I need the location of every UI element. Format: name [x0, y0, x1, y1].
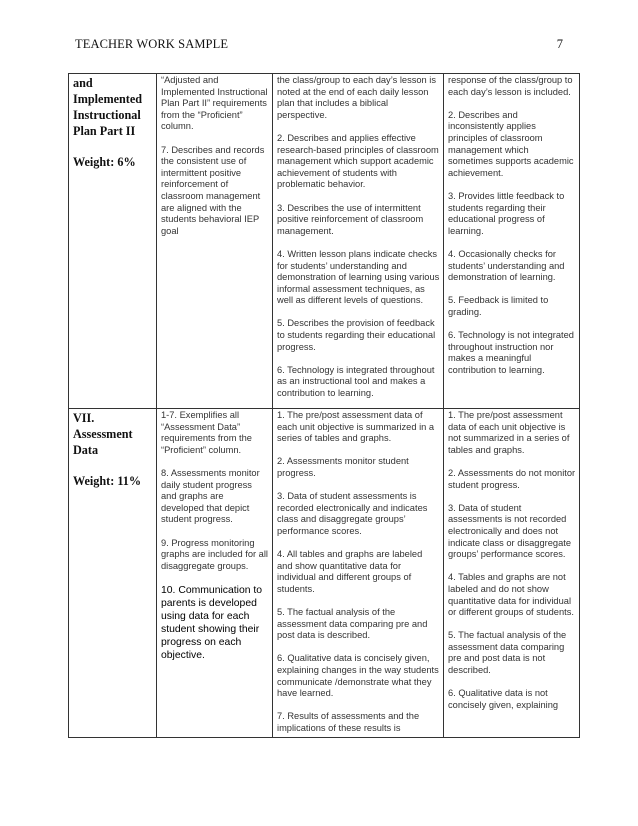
- cell-paragraph: 2. Describes and applies effective research-based principles of classroom management which support academic achievement of students with problematic behavior.: [277, 132, 439, 190]
- cell-paragraph: 2. Assessments do not monitor student progress.: [448, 467, 576, 490]
- cell-paragraph: 3. Describes the use of intermittent positive reinforcement of classroom management.: [277, 202, 424, 236]
- cell-paragraph: 4. Occasionally checks for students’ understanding and demonstration of learning.: [448, 248, 565, 283]
- header-title: TEACHER WORK SAMPLE: [75, 37, 229, 51]
- cell-paragraph: 6. Technology is integrated throughout as an instructional tool and makes a contribution to learning.: [277, 364, 435, 399]
- cell-paragraph: 9. Progress monitoring graphs are included for all disaggregate groups.: [161, 537, 268, 571]
- table-row: [69, 409, 580, 738]
- cell-paragraph: 7. Results of assessments and the implications of these results is: [277, 711, 420, 734]
- page-number: 7: [556, 37, 563, 51]
- cell-paragraph: 5. The factual analysis of the assessment data comparing pre and post data is described.: [277, 607, 428, 641]
- cell-paragraph: response of the class/group to each day’s lesson is included.: [448, 75, 573, 97]
- cell-paragraph: 1-7. Exemplifies all “Assessment Data” requirements from the “Proficient” column.: [161, 410, 252, 455]
- criterion-line: and: [73, 76, 93, 90]
- cell-paragraph: 2. Assessments monitor student progress.: [277, 456, 409, 478]
- cell-paragraph: 5. The factual analysis of the assessment data comparing pre and post data is not described.: [448, 630, 567, 676]
- cell-paragraph: 1. The pre/post assessment data of each unit objective is summarized in a series of tables and graphs.: [277, 410, 435, 444]
- criterion-line: Assessment: [73, 427, 133, 441]
- criterion-cell: [69, 409, 157, 738]
- cell-paragraph: 7. Describes and records the consistent use of intermittent positive reinforcement of classroom management are aligned with the students behavioral IEP goal: [161, 144, 265, 236]
- cell-paragraph: 5. Describes the provision of feedback to students regarding their educational progress.: [277, 318, 436, 352]
- cell-paragraph: 3. Data of student assessments is recorded electronically and indicates class and disaggregate groups’ performance scores.: [277, 491, 428, 536]
- criterion-line: VII.: [73, 411, 95, 425]
- page-header: [75, 37, 563, 55]
- criterion-cell: [69, 74, 157, 409]
- proficient-cell: [273, 409, 444, 738]
- cell-paragraph: 2. Describes and inconsistently applies principles of classroom management which sometimes supports academic achievement.: [448, 109, 574, 178]
- cell-paragraph: 10. Communication to parents is developed using data for each student showing their progress on each objective.: [161, 584, 263, 661]
- exemplary-cell: [157, 74, 273, 409]
- cell-paragraph: 4. Written lesson plans indicate checks for students’ understanding and demonstration of learning using various informal assessment techniques, as well as different levels of questions.: [277, 248, 440, 306]
- weight-label: Weight: 6%: [73, 155, 136, 169]
- cell-paragraph: 6. Qualitative data is concisely given, explaining changes in the way students communicate /demonstrate what they have learned.: [277, 653, 439, 699]
- cell-paragraph: 8. Assessments monitor daily student progress and graphs are developed that depict student progress.: [161, 467, 260, 525]
- cell-paragraph: “Adjusted and Implemented Instructional Plan Part II” requirements from the “Proficient” column.: [161, 75, 268, 132]
- cell-paragraph: 4. Tables and graphs are not labeled and do not show quantitative data for individual or different groups of students.: [448, 572, 574, 618]
- cell-paragraph: 6. Technology is not integrated throughout instruction nor makes a meaningful contribution to learning.: [448, 330, 574, 375]
- cell-paragraph: 3. Provides little feedback to students regarding their educational progress of learning.: [448, 190, 565, 236]
- proficient-cell: [273, 74, 444, 409]
- cell-paragraph: the class/group to each day’s lesson is noted at the end of each daily lesson plan that includes a biblical perspective.: [277, 75, 437, 120]
- cell-paragraph: 5. Feedback is limited to grading.: [448, 295, 549, 317]
- criterion-line: Data: [73, 443, 99, 457]
- cell-paragraph: 4. All tables and graphs are labeled and show quantitative data for individual and different groups of students.: [277, 549, 423, 594]
- rubric-table: [68, 73, 580, 738]
- developing-cell: [444, 74, 580, 409]
- developing-cell: [444, 409, 580, 738]
- cell-paragraph: 3. Data of student assessments is not recorded electronically and does not indicate class or disaggregate groups’ performance scores.: [448, 502, 571, 560]
- exemplary-cell: [157, 409, 273, 738]
- weight-label: Weight: 11%: [73, 474, 142, 488]
- criterion-line: Plan Part II: [73, 124, 136, 138]
- criterion-line: Implemented: [73, 92, 143, 106]
- table-row: [69, 74, 580, 409]
- criterion-line: Instructional: [73, 108, 141, 122]
- cell-paragraph: 6. Qualitative data is not concisely given, explaining: [448, 688, 559, 710]
- cell-paragraph: 1. The pre/post assessment data of each unit objective is not summarized in a series of tables and graphs.: [448, 410, 570, 455]
